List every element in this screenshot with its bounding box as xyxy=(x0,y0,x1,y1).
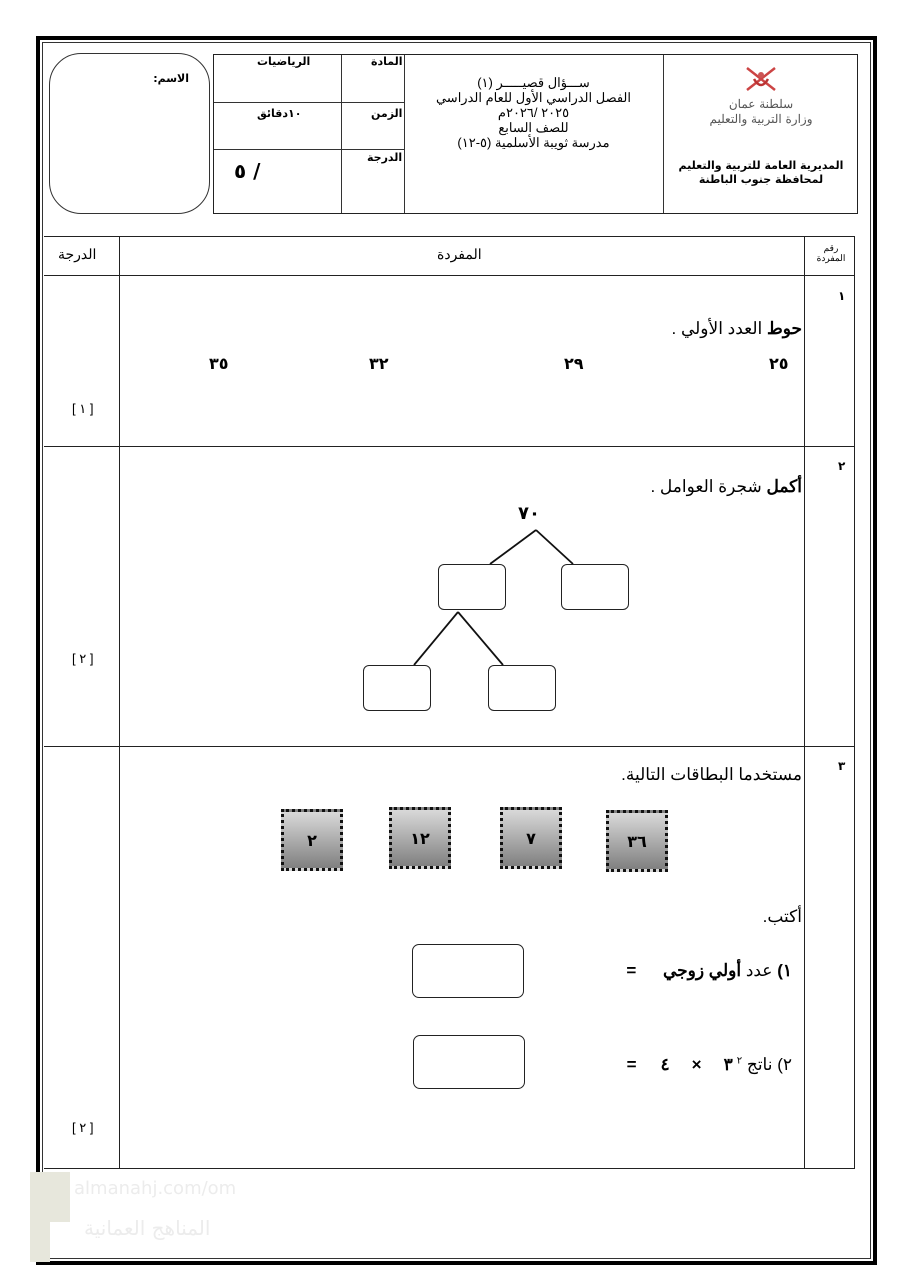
question-marks: [ ١ ] xyxy=(72,401,94,416)
title-line: الفصل الدراسي الأول للعام الدراسي xyxy=(435,90,632,105)
factor-tree-root: ٧٠ xyxy=(518,503,540,524)
title-line: ســـؤال قصيـــــر (١) xyxy=(477,75,590,90)
column-header-item: المفردة xyxy=(437,246,482,262)
question-number: ٢ xyxy=(838,459,846,473)
number-card: ٧ xyxy=(500,807,562,869)
subject-value: الرياضيات xyxy=(257,55,311,68)
watermark-logo-block xyxy=(30,1172,70,1222)
option-choice[interactable]: ٣٥ xyxy=(209,354,229,373)
factor-box[interactable] xyxy=(488,665,556,711)
tree-branch xyxy=(458,612,503,665)
ministry-block xyxy=(664,55,858,213)
number-card: ٣٦ xyxy=(606,810,668,872)
factor-tree-branches xyxy=(44,237,855,746)
option-choice[interactable]: ٣٢ xyxy=(369,354,389,373)
tree-branch xyxy=(536,530,573,564)
write-label: أكتب. xyxy=(762,907,802,926)
time-label: الزمن xyxy=(371,107,403,120)
column-header-number: رقم المفردة xyxy=(816,243,846,263)
header-divider xyxy=(341,55,342,213)
time-value: ١٠دقائق xyxy=(257,107,302,120)
factor-box[interactable] xyxy=(363,665,431,711)
answer-box-product[interactable] xyxy=(413,1035,525,1089)
exam-title xyxy=(404,75,663,150)
number-card: ١٢ xyxy=(389,807,451,869)
part-2-prompt: ٢) ناتج ٣ $^٢$×٤= xyxy=(626,1055,792,1074)
factor-box[interactable] xyxy=(438,564,506,610)
tree-branch xyxy=(490,530,536,564)
instruction-verb: حوط xyxy=(766,319,802,338)
directorate-name: المديرية العامة للتربية والتعليم لمحافظة جنوب الباطنة xyxy=(678,159,844,186)
watermark-url: almanahj.com/om xyxy=(74,1178,237,1199)
title-line: ٢٠٢٥ /٢٠٢٦م xyxy=(497,105,570,120)
option-choice[interactable]: ٢٥ xyxy=(769,354,789,373)
watermark xyxy=(30,1172,260,1262)
answer-box-even-prime[interactable] xyxy=(412,944,524,998)
watermark-logo-block xyxy=(30,1222,50,1262)
oman-emblem-icon xyxy=(744,65,778,93)
questions-table xyxy=(44,236,855,1169)
instruction-text: العدد الأولي . xyxy=(671,319,767,338)
watermark-arabic: المناهج العمانية xyxy=(84,1216,211,1240)
instruction-verb: أكمل xyxy=(766,477,802,496)
option-choice[interactable]: ٢٩ xyxy=(564,354,584,373)
number-card: ٢ xyxy=(281,809,343,871)
exam-header xyxy=(213,54,858,214)
question-marks: [ ٢ ] xyxy=(72,1120,94,1135)
question-instruction: مستخدما البطاقات التالية. xyxy=(621,765,802,784)
part-1-prompt: ١) عدد أولي زوجي = xyxy=(626,961,792,980)
column-header-marks: الدرجة xyxy=(58,246,97,262)
question-marks: [ ٢ ] xyxy=(72,651,94,666)
title-line: مدرسة ثويبة الأسلمية (٥-١٢) xyxy=(457,135,610,150)
tree-branch xyxy=(414,612,458,665)
grade-label: الدرجة xyxy=(367,151,403,164)
title-line: للصف السابع xyxy=(498,120,569,135)
grade-value: / ٥ xyxy=(234,159,261,183)
header-divider xyxy=(214,149,404,150)
row-divider xyxy=(44,746,854,747)
subject-label: المادة xyxy=(371,55,403,68)
name-label: الاسم: xyxy=(153,72,189,85)
student-name-box[interactable] xyxy=(49,53,210,214)
header-divider xyxy=(214,102,404,103)
ministry-calligraphy: سلطنة عمان وزارة التربية والتعليم xyxy=(709,97,813,126)
instruction-text: شجرة العوامل . xyxy=(650,477,767,496)
factor-box[interactable] xyxy=(561,564,629,610)
question-number: ١ xyxy=(838,289,846,303)
question-number: ٣ xyxy=(838,759,846,773)
